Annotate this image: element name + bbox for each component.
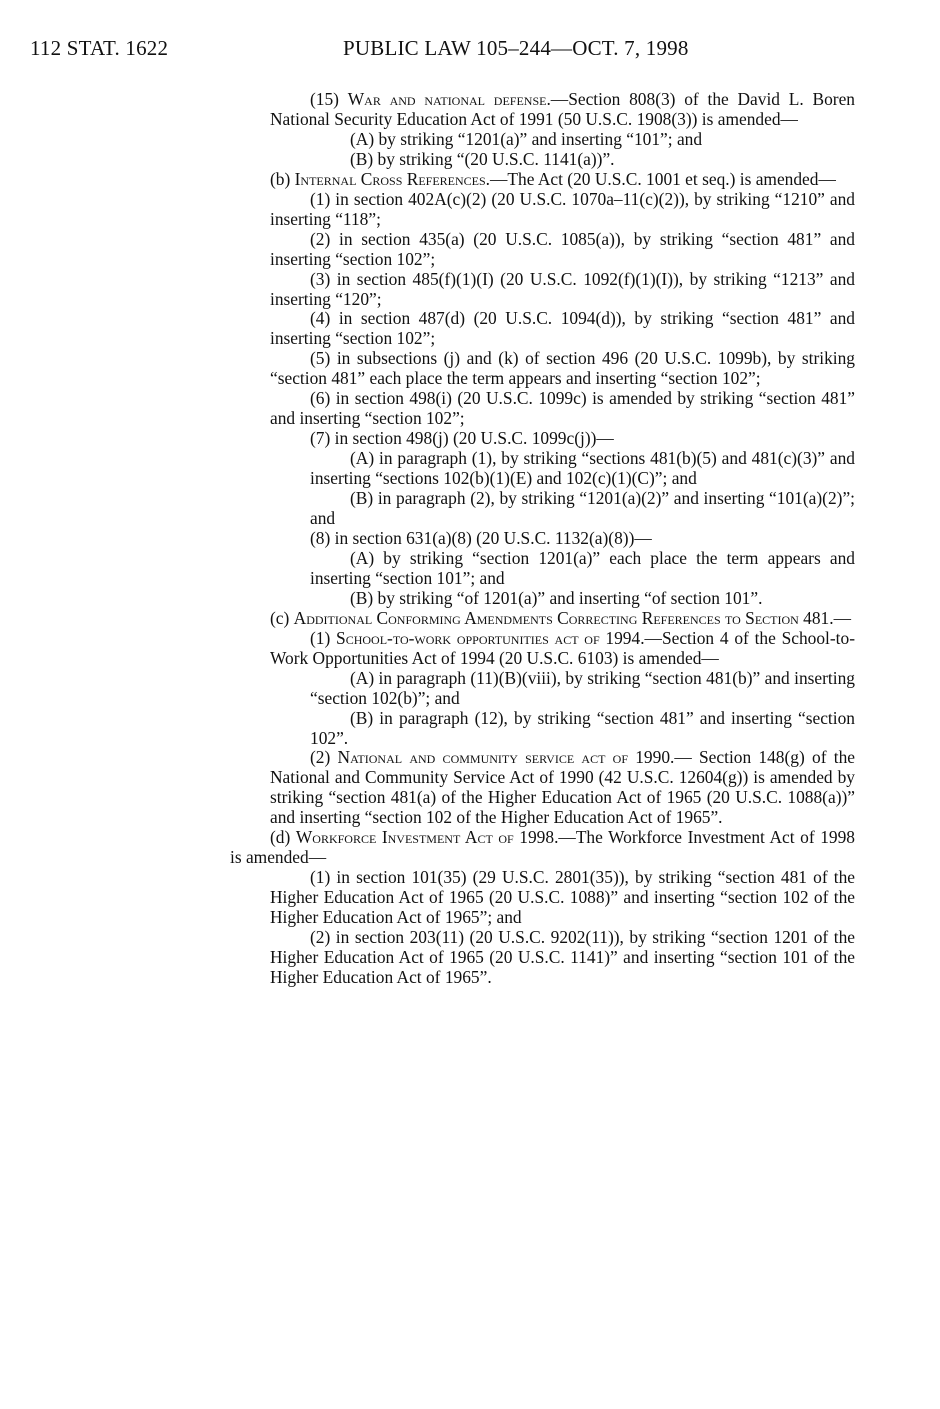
paragraph: (2) in section 203(11) (20 U.S.C. 9202(11)), by striking “section 1201 of the Higher Education Act of 1965 (20 U.S.C. 1141)” and inserting “section 101 of the Higher Education Act of 1965”. (270, 927, 855, 987)
paragraph: (6) in section 498(i) (20 U.S.C. 1099c) is amended by striking “section 481” and inserting “section 102”; (270, 388, 855, 429)
paragraph: (A) in paragraph (11)(B)(viii), by striking “section 481(b)” and inserting “section 102(b)”; and (310, 667, 855, 708)
section-heading: (b) Internal Cross References.—The Act (20 U.S.C. 1001 et seq.) is amended— (270, 168, 836, 189)
paragraph: (1) School-to-work opportunities act of 1994.—Section 4 of the School-to-Work Opportunities Act of 1994 (20 U.S.C. 6103) is amended— (270, 627, 855, 668)
section-heading: (d) Workforce Investment Act of 1998.—The Workforce Investment Act of 1998 is amended— (230, 827, 855, 868)
page-header (30, 36, 870, 66)
paragraph: (2) in section 435(a) (20 U.S.C. 1085(a)), by striking “section 481” and inserting “section 102”; (270, 228, 855, 269)
paragraph: (3) in section 485(f)(1)(I) (20 U.S.C. 1092(f)(1)(I)), by striking “1213” and inserting “120”; (270, 268, 855, 309)
paragraph: (5) in subsections (j) and (k) of section 496 (20 U.S.C. 1099b), by striking “section 481” each place the term appears and inserting “section 102”; (270, 348, 855, 389)
paragraph: (A) by striking “1201(a)” and inserting “101”; and (350, 128, 703, 149)
paragraph: (15) War and national defense.—Section 808(3) of the David L. Boren National Security Education Act of 1991 (50 U.S.C. 1908(3)) is amended— (270, 89, 855, 129)
paragraph: (4) in section 487(d) (20 U.S.C. 1094(d)), by striking “section 481” and inserting “section 102”; (270, 308, 855, 349)
paragraph: (7) in section 498(j) (20 U.S.C. 1099c(j))— (310, 428, 614, 449)
paragraph: (A) in paragraph (1), by striking “sections 481(b)(5) and 481(c)(3)” and inserting “sections 102(b)(1)(E) and 102(c)(1)(C)”; and (310, 448, 855, 489)
document-body (230, 90, 855, 988)
paragraph: (1) in section 101(35) (29 U.S.C. 2801(35)), by striking “section 481 of the Higher Education Act of 1965 (20 U.S.C. 1088)” and inserting “section 102 of the Higher Education Act of 1965”; and (270, 867, 855, 928)
statute-page-number: 112 STAT. 1622 (30, 36, 169, 60)
paragraph: (B) in paragraph (12), by striking “section 481” and inserting “section 102”. (310, 707, 855, 748)
paragraph: (B) in paragraph (2), by striking “1201(a)(2)” and inserting “101(a)(2)”; and (310, 488, 855, 529)
section-heading: (c) Additional Conforming Amendments Correcting References to Section 481.— (270, 607, 851, 628)
public-law-title: PUBLIC LAW 105–244—OCT. 7, 1998 (343, 36, 689, 60)
paragraph: (1) in section 402A(c)(2) (20 U.S.C. 1070a–11(c)(2)), by striking “1210” and inserting “118”; (270, 188, 855, 229)
paragraph: (B) by striking “(20 U.S.C. 1141(a))”. (350, 148, 615, 169)
paragraph: (8) in section 631(a)(8) (20 U.S.C. 1132(a)(8))— (310, 527, 652, 548)
paragraph: (2) National and community service act of 1990.— Section 148(g) of the National and Community Service Act of 1990 (42 U.S.C. 12604(g)) is amended by striking “section 481(a) of the Higher Education Act of 1965 (20 U.S.C. 1088(a))” and inserting “section 102 of the Higher Education Act of 1965”. (270, 747, 855, 828)
paragraph: (B) by striking “of 1201(a)” and inserting “of section 101”. (350, 587, 763, 608)
paragraph: (A) by striking “section 1201(a)” each place the term appears and inserting “section 101”; and (310, 547, 855, 588)
